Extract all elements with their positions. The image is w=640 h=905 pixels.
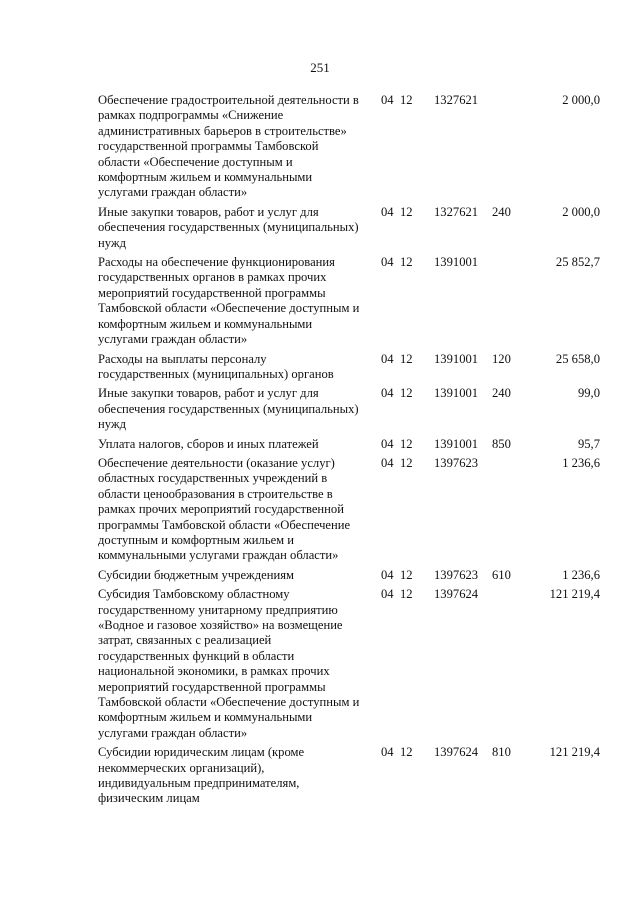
- table-row: [98, 255, 604, 347]
- row-section-code: 04: [381, 455, 394, 470]
- table-row: [98, 745, 604, 807]
- row-amount: 2 000,0: [562, 93, 600, 107]
- row-target-article-code: 1391001: [434, 386, 479, 401]
- row-description: Расходы на обеспечение функционирования государственных органов в рамках прочих мероприятий государственной программы Тамбовской области «Обеспечение доступным и комфортным жильем и коммунальными услугами граждан области»: [98, 255, 360, 347]
- row-description: Иные закупки товаров, работ и услуг для обеспечения государственных (муниципальных) нужд: [98, 386, 359, 432]
- row-amount: 1 236,6: [562, 455, 600, 470]
- row-subsection-code: 12: [400, 455, 413, 470]
- row-description: Иные закупки товаров, работ и услуг для обеспечения государственных (муниципальных) нужд: [98, 204, 359, 250]
- row-subsection-code: 12: [400, 255, 413, 270]
- row-expense-type-code: 610: [492, 567, 511, 582]
- row-section-code: 04: [381, 587, 394, 602]
- row-description: Расходы на выплаты персоналу государственных (муниципальных) органов: [98, 351, 334, 381]
- row-amount: 2 000,0: [562, 204, 600, 219]
- row-description: Уплата налогов, сборов и иных платежей: [98, 436, 319, 451]
- row-target-article-code: 1397624: [434, 587, 479, 602]
- row-amount: 99,0: [577, 386, 600, 401]
- row-target-article-code: 1397624: [434, 745, 479, 760]
- table-row: [98, 456, 604, 564]
- row-amount: 121 219,4: [549, 587, 600, 602]
- row-subsection-code: 12: [400, 204, 413, 219]
- table-row: [98, 352, 604, 383]
- row-expense-type-code: 240: [492, 386, 511, 401]
- row-subsection-code: 12: [400, 436, 413, 451]
- page-number: 251: [310, 60, 330, 75]
- row-expense-type-code: 850: [492, 436, 511, 451]
- row-description: Обеспечение деятельности (оказание услуг) областных государственных учреждений в области ценообразования в строительстве в рамках прочих мероприятий государственной программы Тамбовской области «Обеспечение доступным и комфортным жильем и коммунальными услугами граждан области»: [98, 455, 351, 563]
- row-target-article-code: 1391001: [434, 436, 479, 451]
- row-subsection-code: 12: [400, 567, 413, 582]
- budget-table: [98, 93, 604, 811]
- row-subsection-code: 12: [400, 351, 413, 366]
- row-section-code: 04: [381, 351, 394, 366]
- row-target-article-code: 1327621: [434, 93, 479, 107]
- row-expense-type-code: 120: [492, 351, 511, 366]
- row-subsection-code: 12: [400, 93, 413, 107]
- row-section-code: 04: [381, 386, 394, 401]
- row-amount: 121 219,4: [549, 745, 600, 760]
- row-target-article-code: 1391001: [434, 255, 479, 270]
- row-subsection-code: 12: [400, 587, 413, 602]
- table-row: [98, 386, 604, 432]
- table-row: [98, 93, 604, 201]
- row-description: Субсидия Тамбовскому областному государственному унитарному предприятию «Водное и газовое хозяйство» на возмещение затрат, связанных с реализацией государственных функций в области национальной экономики, в рамках прочих мероприятий государственной программы Тамбовской области «Обеспечение доступным и комфортным жильем и коммунальными услугами граждан области»: [98, 587, 360, 740]
- row-amount: 25 852,7: [555, 255, 600, 270]
- row-target-article-code: 1391001: [434, 351, 479, 366]
- row-section-code: 04: [381, 93, 394, 107]
- row-subsection-code: 12: [400, 745, 413, 760]
- row-amount: 25 658,0: [555, 351, 600, 366]
- row-description: Субсидии бюджетным учреждениям: [98, 567, 294, 582]
- row-expense-type-code: 810: [492, 745, 511, 760]
- row-expense-type-code: 240: [492, 204, 511, 219]
- row-description: Обеспечение градостроительной деятельности в рамках подпрограммы «Снижение административных барьеров в строительстве» государственной программы Тамбовской области «Обеспечение доступным и комфортным жильем и коммунальными услугами граждан области»: [98, 93, 359, 200]
- row-section-code: 04: [381, 255, 394, 270]
- row-section-code: 04: [381, 204, 394, 219]
- row-amount: 95,7: [577, 436, 600, 451]
- table-row: [98, 205, 604, 251]
- row-section-code: 04: [381, 567, 394, 582]
- row-amount: 1 236,6: [562, 567, 600, 582]
- table-row: [98, 568, 604, 583]
- table-row: [98, 437, 604, 452]
- row-section-code: 04: [381, 745, 394, 760]
- row-target-article-code: 1397623: [434, 455, 479, 470]
- table-row: [98, 587, 604, 741]
- row-target-article-code: 1397623: [434, 567, 479, 582]
- row-description: Субсидии юридическим лицам (кроме некоммерческих организаций), индивидуальным предпринимателям, физическим лицам: [98, 745, 305, 806]
- row-section-code: 04: [381, 436, 394, 451]
- row-subsection-code: 12: [400, 386, 413, 401]
- row-target-article-code: 1327621: [434, 204, 479, 219]
